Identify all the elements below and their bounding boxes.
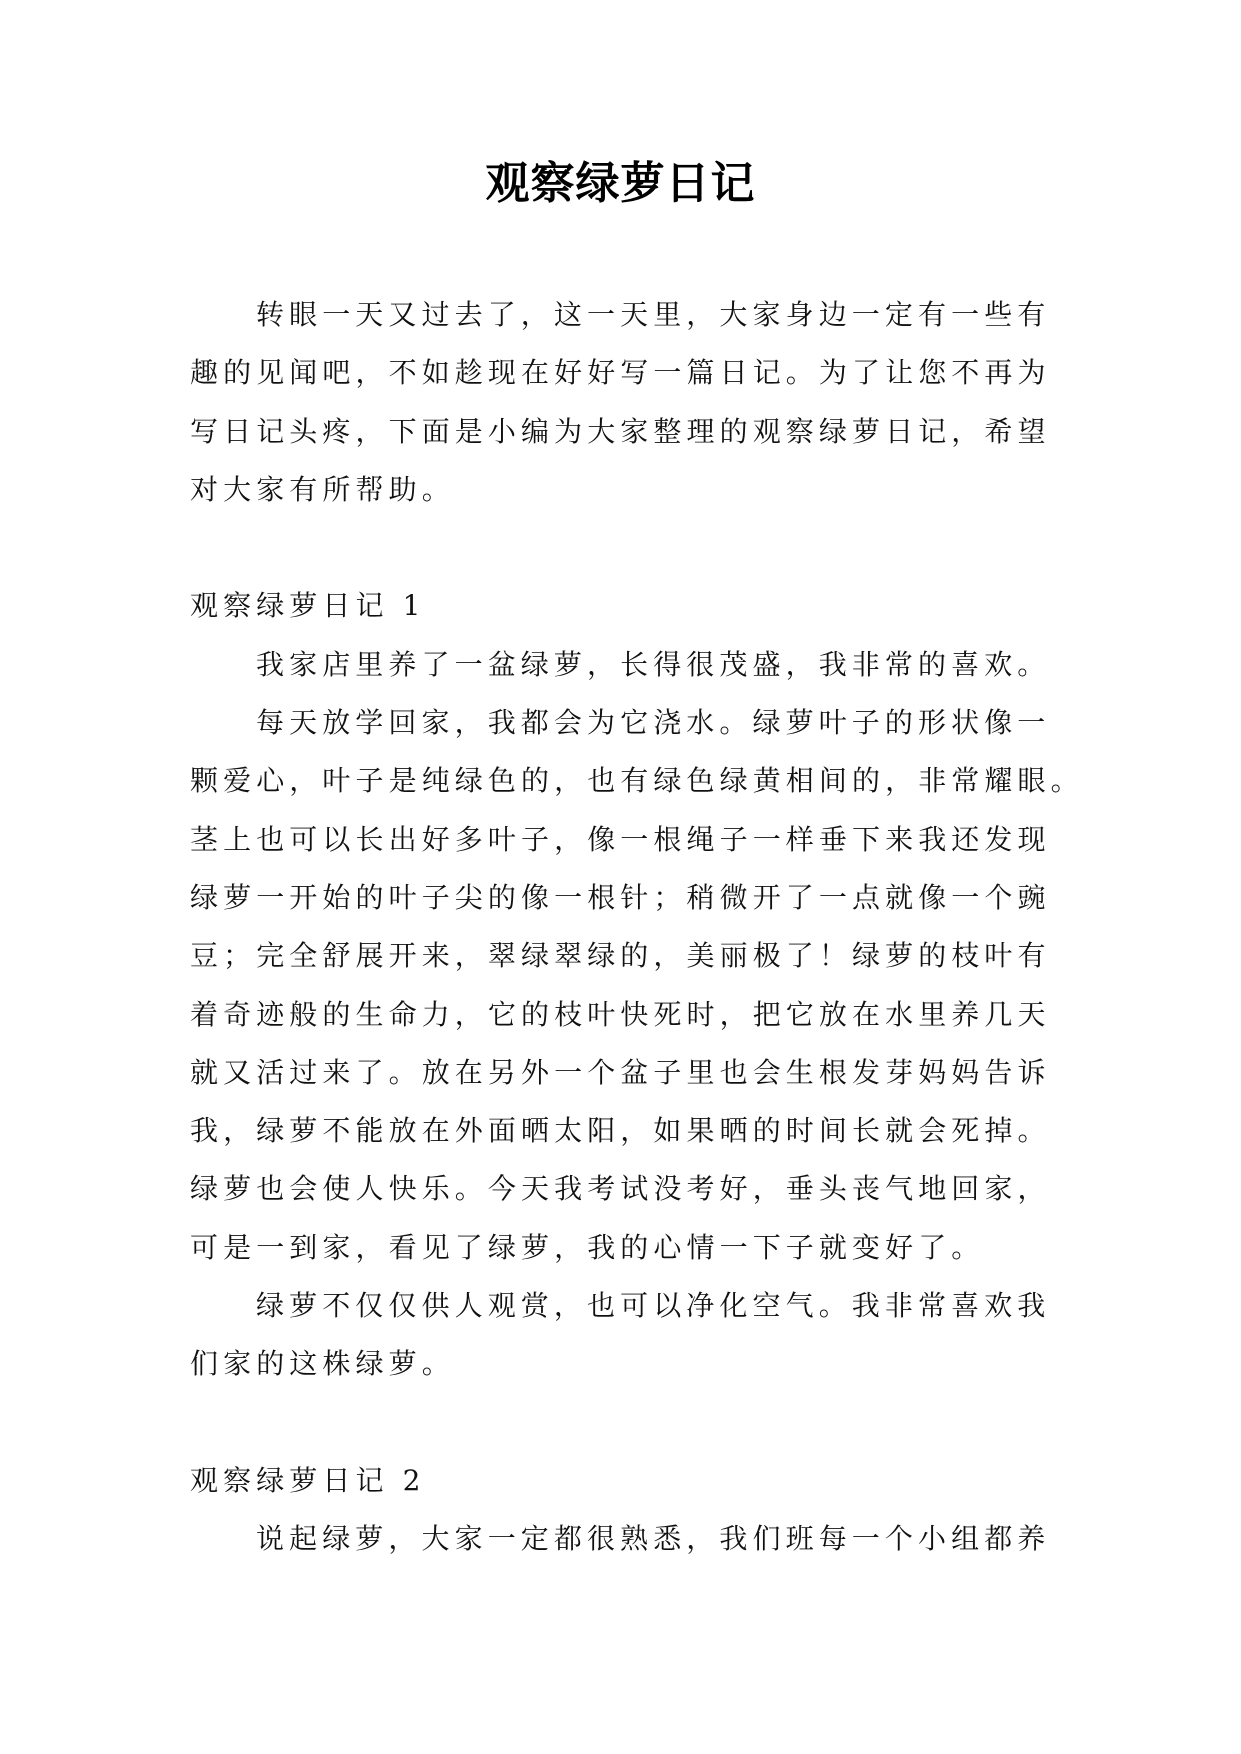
paragraph-line: 绿萝不仅仅供人观赏，也可以净化空气。我非常喜欢我 bbox=[256, 1289, 1051, 1323]
paragraph-line: 绿萝一开始的叶子尖的像一根针；稍微开了一点就像一个豌 bbox=[190, 880, 1051, 914]
blank-line bbox=[190, 1394, 1090, 1452]
section-heading: 观察绿萝日记 2 bbox=[190, 1463, 426, 1497]
paragraph-line: 我，绿萝不能放在外面晒太阳，如果晒的时间长就会死掉。 bbox=[190, 1114, 1051, 1148]
intro-line: 对大家有所帮助。 bbox=[190, 472, 455, 506]
paragraph bbox=[190, 1277, 1090, 1394]
intro-line: 趣的见闻吧，不如趁现在好好写一篇日记。为了让您不再为 bbox=[190, 356, 1051, 390]
paragraph bbox=[190, 1510, 1090, 1568]
paragraph-line: 们家的这株绿萝。 bbox=[190, 1347, 455, 1381]
intro-line: 写日记头疼，下面是小编为大家整理的观察绿萝日记，希望 bbox=[190, 414, 1051, 448]
paragraph-line: 就又活过来了。放在另外一个盆子里也会生根发芽妈妈告诉 bbox=[190, 1055, 1051, 1089]
section-heading: 观察绿萝日记 1 bbox=[190, 589, 426, 623]
paragraph-line: 着奇迹般的生命力，它的枝叶快死时，把它放在水里养几天 bbox=[190, 997, 1051, 1031]
paragraph-line: 每天放学回家，我都会为它浇水。绿萝叶子的形状像一 bbox=[256, 706, 1051, 740]
paragraph-line: 我家店里养了一盆绿萝，长得很茂盛，我非常的喜欢。 bbox=[256, 647, 1051, 681]
paragraph-line: 绿萝也会使人快乐。今天我考试没考好，垂头丧气地回家， bbox=[190, 1172, 1051, 1206]
paragraph-line: 豆；完全舒展开来，翠绿翠绿的，美丽极了！绿萝的枝叶有 bbox=[190, 939, 1051, 973]
paragraph-line: 说起绿萝，大家一定都很熟悉，我们班每一个小组都养 bbox=[256, 1522, 1051, 1556]
document-title: 观察绿萝日记 bbox=[485, 158, 756, 209]
paragraph-line: 颗爱心，叶子是纯绿色的，也有绿色绿黄相间的，非常耀眼。 bbox=[190, 764, 1084, 798]
section-1 bbox=[190, 577, 1090, 1393]
paragraph bbox=[190, 636, 1090, 694]
paragraph-line: 茎上也可以长出好多叶子，像一根绳子一样垂下来我还发现 bbox=[190, 822, 1051, 856]
paragraph-line: 可是一到家，看见了绿萝，我的心情一下子就变好了。 bbox=[190, 1230, 985, 1264]
intro-line: 转眼一天又过去了，这一天里，大家身边一定有一些有 bbox=[256, 298, 1051, 331]
section-2 bbox=[190, 1452, 1090, 1569]
document-body bbox=[190, 286, 1090, 1569]
blank-line bbox=[190, 519, 1090, 577]
intro-paragraph bbox=[190, 286, 1090, 519]
paragraph bbox=[190, 694, 1090, 1277]
